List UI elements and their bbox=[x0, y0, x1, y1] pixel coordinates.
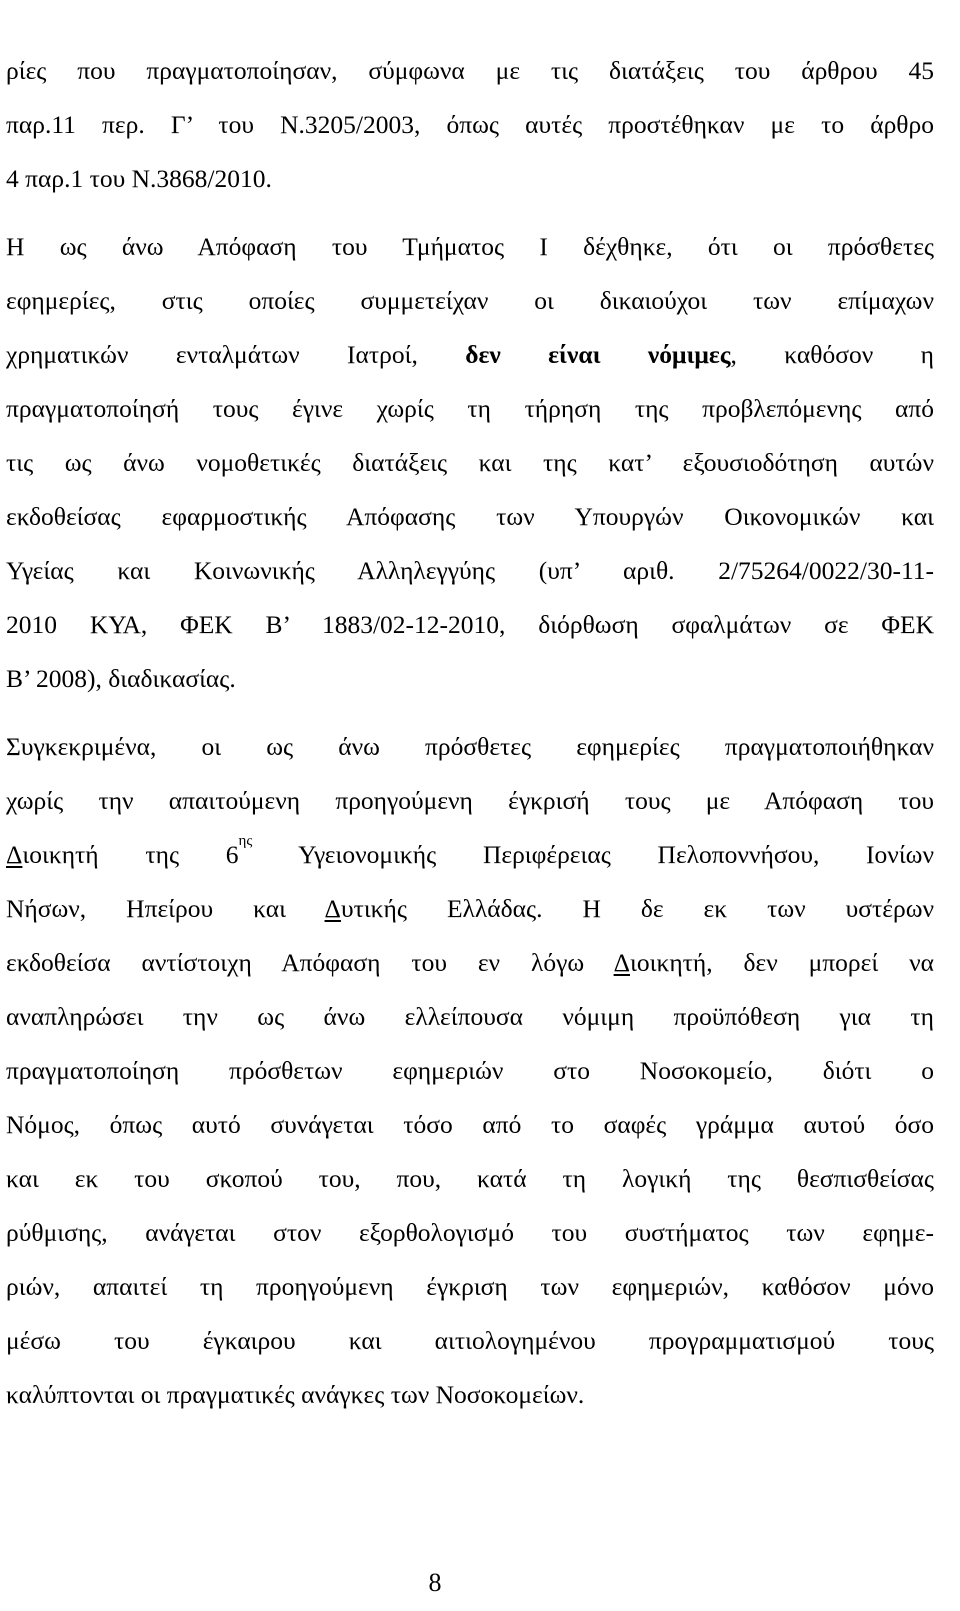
paragraph-3-line-13: καλύπτονται οι πραγματικές ανάγκες των Νοσοκομείων. bbox=[6, 1380, 585, 1409]
paragraph-3-line-5-tail: ιοικητή, δεν μπορεί να bbox=[630, 948, 934, 977]
paragraph-3-line-1: Συγκεκριμένα, οι ως άνω πρόσθετες εφημερίες πραγματοποιήθηκαν bbox=[6, 732, 934, 761]
paragraph-2-line-1: Η ως άνω Απόφαση του Τμήματος Ι δέχθηκε, ότι οι πρόσθετες bbox=[6, 232, 934, 261]
underlined-letter: Δ bbox=[613, 948, 630, 977]
paragraph-1-line-1: ρίες που πραγματοποίησαν, σύμφωνα με τις διατάξεις του άρθρου 45 bbox=[6, 56, 934, 85]
paragraph-2-line-8: 2010 ΚΥΑ, ΦΕΚ Β’ 1883/02-12-2010, διόρθωση σφαλμάτων σε ΦΕΚ bbox=[6, 610, 934, 639]
paragraph-3-line-3-tail: Υγειονομικής Περιφέρειας Πελοποννήσου, Ιονίων bbox=[252, 840, 934, 869]
emphasis-not-legal: δεν είναι νόμιμες bbox=[465, 340, 731, 369]
paragraph-3-line-11: ριών, απαιτεί τη προηγούμενη έγκριση των εφημεριών, καθόσον μόνο bbox=[6, 1272, 934, 1301]
paragraph-3-line-3-text: ιοικητή της 6 bbox=[22, 840, 239, 869]
paragraph-3-line-4-text: Νήσων, Ηπείρου και bbox=[6, 894, 325, 923]
paragraph-3-line-3 bbox=[6, 833, 934, 872]
paragraph-2-line-3-text: χρηματικών ενταλμάτων Ιατροί, bbox=[6, 340, 466, 369]
underlined-letter: Δ bbox=[6, 840, 23, 869]
paragraph-3-line-4 bbox=[6, 892, 934, 926]
paragraph-3-line-5 bbox=[6, 946, 934, 980]
paragraph-2-line-3 bbox=[6, 338, 934, 372]
paragraph-2-line-4: πραγματοποίησή τους έγινε χωρίς τη τήρηση της προβλεπόμενης από bbox=[6, 394, 934, 423]
paragraph-3-line-6: αναπληρώσει την ως άνω ελλείπουσα νόμιμη προϋπόθεση για τη bbox=[6, 1002, 934, 1031]
paragraph-3-line-12: μέσω του έγκαιρου και αιτιολογημένου προγραμματισμού τους bbox=[6, 1326, 934, 1355]
paragraph-3-line-8: Νόμος, όπως αυτό συνάγεται τόσο από το σαφές γράμμα αυτού όσο bbox=[6, 1110, 934, 1139]
underlined-letter: Δ bbox=[324, 894, 341, 923]
paragraph-1-line-3: 4 παρ.1 του Ν.3868/2010. bbox=[6, 164, 272, 193]
paragraph-2-line-2: εφημερίες, στις οποίες συμμετείχαν οι δικαιούχοι των επίμαχων bbox=[6, 286, 934, 315]
paragraph-1-line-2: παρ.11 περ. Γ’ του Ν.3205/2003, όπως αυτές προστέθηκαν με το άρθρο bbox=[6, 110, 934, 139]
page-number: 8 bbox=[428, 1568, 442, 1597]
paragraph-3-line-7: πραγματοποίηση πρόσθετων εφημεριών στο Νοσοκομείο, διότι ο bbox=[6, 1056, 934, 1085]
paragraph-3-line-10: ρύθμισης, ανάγεται στον εξορθολογισμό του συστήματος των εφημε- bbox=[6, 1218, 934, 1247]
paragraph-2-line-7: Υγείας και Κοινωνικής Αλληλεγγύης (υπ’ αριθ. 2/75264/0022/30-11- bbox=[6, 556, 934, 585]
paragraph-2-line-3-tail: , καθόσον η bbox=[730, 340, 934, 369]
paragraph-3-line-4-tail: υτικής Ελλάδας. Η δε εκ των υστέρων bbox=[340, 894, 935, 923]
paragraph-3-line-2: χωρίς την απαιτούμενη προηγούμενη έγκρισή τους με Απόφαση του bbox=[6, 786, 934, 815]
paragraph-2-line-6: εκδοθείσας εφαρμοστικής Απόφασης των Υπουργών Οικονομικών και bbox=[6, 502, 934, 531]
ordinal-suffix: ης bbox=[238, 833, 253, 849]
paragraph-3-line-9: και εκ του σκοπού του, που, κατά τη λογική της θεσπισθείσας bbox=[6, 1164, 934, 1193]
paragraph-2-line-5: τις ως άνω νομοθετικές διατάξεις και της κατ’ εξουσιοδότηση αυτών bbox=[6, 448, 934, 477]
paragraph-2-line-9: Β’ 2008), διαδικασίας. bbox=[6, 664, 236, 693]
paragraph-3-line-5-text: εκδοθείσα αντίστοιχη Απόφαση του εν λόγω bbox=[6, 948, 614, 977]
